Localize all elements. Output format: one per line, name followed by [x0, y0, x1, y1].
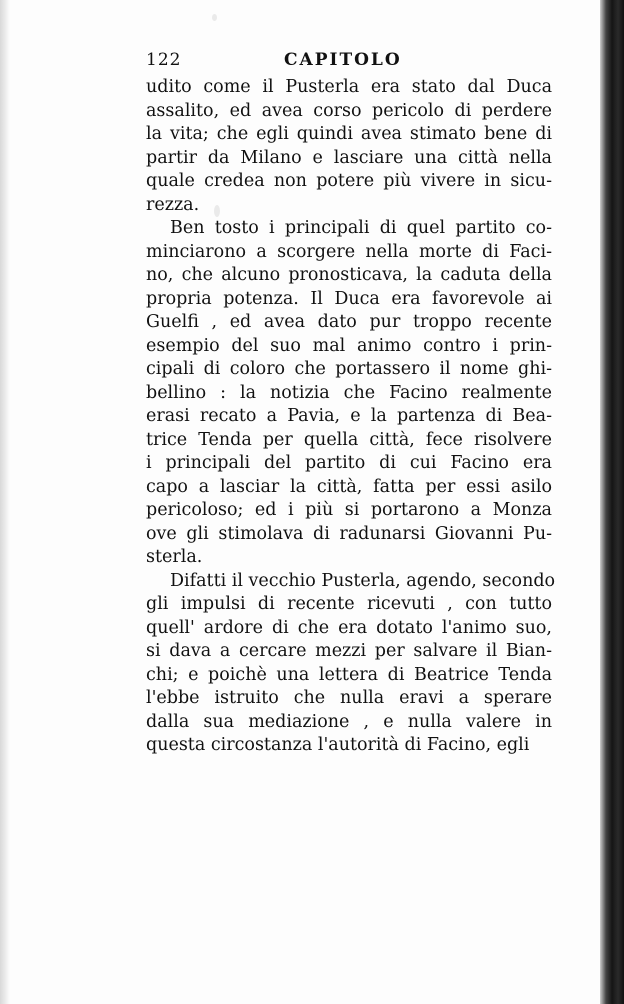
text-line: Difatti il vecchio Pusterla, agendo, secondo — [170, 570, 556, 591]
text-line: dalla sua mediazione , e nulla valere in — [146, 711, 552, 732]
text-line: pericoloso; ed i più si portarono a Monza — [146, 500, 552, 520]
text-line: partir da Milano e lasciare una città nella — [146, 147, 552, 168]
page-left-shadow — [0, 0, 10, 1004]
paper-speck — [212, 14, 217, 21]
running-title: CAPITOLO — [284, 50, 402, 70]
text-line: gli impulsi di recente ricevuti , con tutto — [146, 594, 552, 614]
paragraph — [146, 76, 552, 217]
text-line: Ben tosto i principali di quel partito co- — [170, 218, 552, 238]
paragraph — [146, 217, 552, 570]
text-line: capo a lasciar la città, fatta per essi asilo — [146, 476, 552, 497]
text-line: i principali del partito di cui Facino era — [146, 453, 552, 473]
text-line: questa circostanza l'autorità di Facino, egli — [146, 735, 530, 755]
ink-mark — [214, 205, 220, 217]
text-line: ove gli stimolava di radunarsi Giovanni Pu- — [146, 523, 552, 544]
text-line: no, che alcuno pronosticava, la caduta della — [146, 265, 552, 285]
text-line: quell' ardore di che era dotato l'animo suo, — [146, 617, 552, 638]
page-number: 122 — [146, 50, 182, 70]
text-line: esempio del suo mal animo contro i prin- — [146, 335, 552, 356]
text-line: bellino : la notizia che Facino realmente — [146, 382, 552, 403]
text-line: propria potenza. Il Duca era favorevole ai — [146, 288, 552, 309]
text-line: la vita; che egli quindi avea stimato bene di — [146, 124, 552, 144]
text-line: erasi recato a Pavia, e la partenza di Bea- — [146, 406, 552, 426]
text-line: assalito, ed avea corso pericolo di perdere — [146, 100, 552, 121]
text-line: minciarono a scorgere nella morte di Faci- — [146, 241, 552, 262]
text-line: quale credea non potere più vivere in sicu- — [146, 171, 552, 191]
text-line: chi; e poichè una lettera di Beatrice Tenda — [146, 664, 552, 685]
text-line: udito come il Pusterla era stato dal Duca — [146, 77, 552, 97]
text-line: trice Tenda per quella città, fece risolvere — [146, 429, 552, 450]
text-line: cipali di coloro che portassero il nome ghi- — [146, 359, 552, 379]
text-line: Guelfi , ed avea dato pur troppo recente — [146, 312, 552, 332]
body-text — [146, 76, 556, 758]
text-line: sterla. — [146, 547, 203, 567]
page-header — [146, 50, 546, 78]
text-line: rezza. — [146, 194, 200, 215]
book-binding-edge — [600, 0, 624, 1004]
text-line: l'ebbe istruito che nulla eravi a sperare — [146, 688, 552, 708]
paragraph — [146, 570, 556, 758]
text-line: si dava a cercare mezzi per salvare il Bian- — [146, 641, 552, 661]
